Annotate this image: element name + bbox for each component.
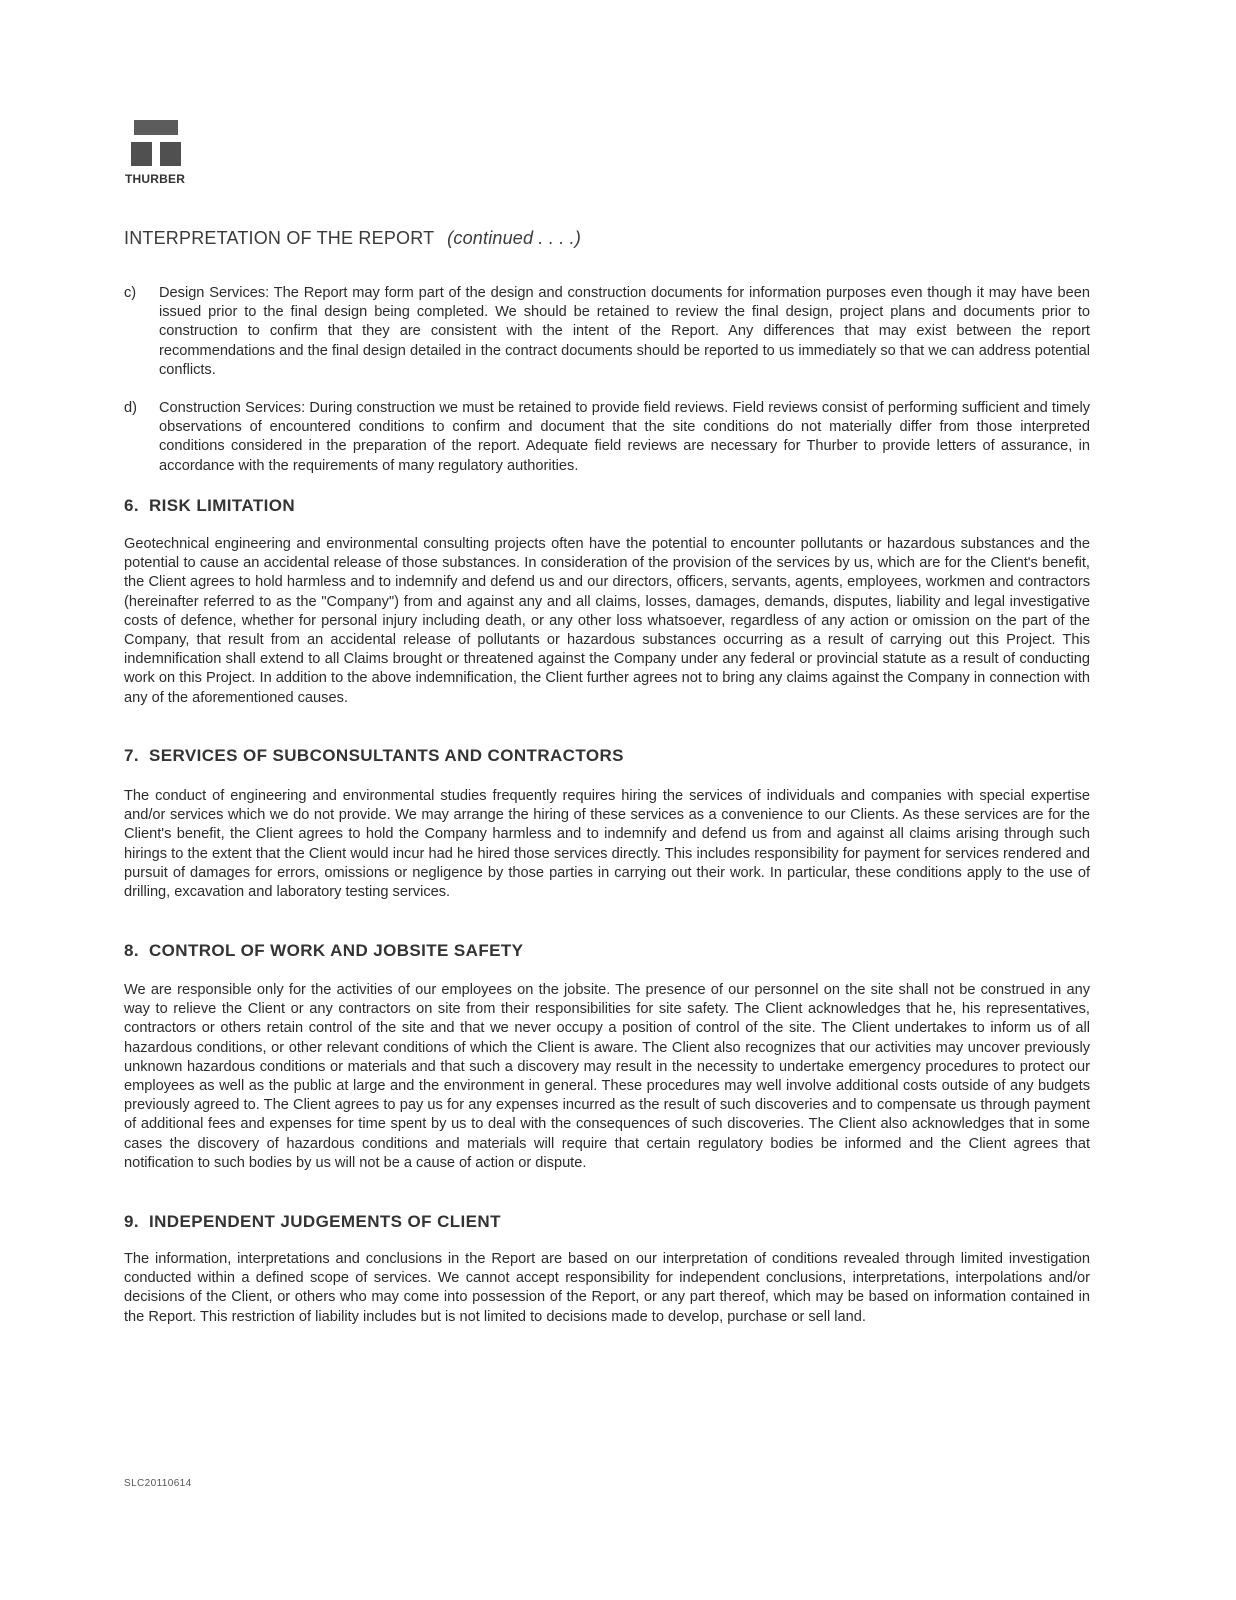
page-title (124, 228, 581, 249)
section-heading-risk-limitation (124, 496, 295, 516)
section-number: 8. (124, 941, 139, 960)
page-title-continued: (continued . . . .) (447, 228, 582, 248)
thurber-logo (126, 116, 188, 188)
section-body-jobsite-safety: We are responsible only for the activities of our employees on the jobsite. The presence of our personnel on the site shall not be construed in any way to relieve the Client or any contractors on site from their responsibilities for site safety. The Client acknowledges that he, his representatives, contractors or others retain control of the site and that we never occupy a position of control of the site. The Client undertakes to inform us of all hazardous conditions, or other relevant conditions of which the Client is aware. The Client also recognizes that our activities may uncover previously unknown hazardous conditions or materials and that such a discovery may result in the necessity to undertake emergency procedures to protect our employees as well as the public at large and the environment in general. These procedures may well involve additional costs outside of any budgets previously agreed to. The Client agrees to pay us for any expenses incurred as the result of such discoveries and to compensate us through payment of additional fees and expenses for time spent by us to deal with the consequences of such discoveries. The Client also acknowledges that in some cases the discovery of hazardous conditions and materials will require that certain regulatory bodies be informed and the Client agrees that notification to such bodies by us will not be a cause of action or dispute. (124, 982, 1090, 1171)
section-title-text: INDEPENDENT JUDGEMENTS OF CLIENT (148, 1212, 501, 1231)
list-item-marker: c) (124, 285, 137, 301)
list-item-text: Construction Services: During construction we must be retained to provide field reviews. Field reviews consist of performing sufficient and timely observations of encountered conditions to confirm and document that the site conditions do not materially differ from those interpreted conditions considered in the preparation of the report. Adequate field reviews are necessary for Thurber to provide letters of assurance, in accordance with the requirements of many regulatory authorities. (159, 400, 1090, 474)
section-heading-jobsite-safety (124, 941, 523, 961)
list-item-text: Design Services: The Report may form part of the design and construction documents for information purposes even though it may have been issued prior to the final design being completed. We should be retained to review the final design, project plans and documents prior to construction to confirm that they are consistent with the intent of the Report. Any differences that may exist between the report recommendations and the final design detailed in the contract documents should be reported to us immediately so that we can address potential conflicts. (159, 285, 1090, 378)
list-item-marker: d) (124, 400, 137, 416)
section-heading-independent-judgements (124, 1212, 501, 1232)
document-code: SLC20110614 (124, 1478, 192, 1489)
section-heading-subconsultants (124, 746, 624, 766)
section-title-text: RISK LIMITATION (148, 496, 296, 515)
section-body-subconsultants: The conduct of engineering and environmental studies frequently requires hiring the services of individuals and companies with special expertise and/or services which we do not provide. We may arrange the hiring of these services as a convenience to our Clients. As these services are for the Client's benefit, the Client agrees to hold the Company harmless and to indemnify and defend us from and against all claims arising through such hirings to the extent that the Client would incur had he hired those services directly. This includes responsibility for payment for services rendered and pursuit of damages for errors, omissions or negligence by those parties in carrying out their work. In particular, these conditions apply to the use of drilling, excavation and laboratory testing services. (124, 788, 1090, 901)
section-number: 6. (124, 496, 139, 515)
section-number: 9. (124, 1212, 139, 1231)
list-item-c (124, 284, 1090, 380)
logo-text: THURBER (125, 172, 186, 186)
thurber-logo-icon (126, 116, 188, 170)
section-body-independent-judgements: The information, interpretations and conclusions in the Report are based on our interpretation of conditions revealed through limited investigation conducted within a defined scope of services. We cannot accept responsibility for independent conclusions, interpretations, interpolations and/or decisions of the Client, or others who may come into possession of the Report, or any part thereof, which may be based on information contained in the Report. This restriction of liability includes but is not limited to decisions made to develop, purchase or sell land. (124, 1251, 1090, 1325)
section-number: 7. (124, 746, 139, 765)
list-item-d (124, 399, 1090, 476)
page-title-text: INTERPRETATION OF THE REPORT (124, 228, 434, 248)
section-title-text: SERVICES OF SUBCONSULTANTS AND CONTRACTORS (148, 746, 624, 765)
section-title-text: CONTROL OF WORK AND JOBSITE SAFETY (148, 941, 524, 960)
section-body-risk-limitation: Geotechnical engineering and environmental consulting projects often have the potential to encounter pollutants or hazardous substances and the potential to cause an accidental release of those substances. In consideration of the provision of the services by us, which are for the Client's benefit, the Client agrees to hold harmless and to indemnify and defend us and our directors, officers, servants, agents, employees, workmen and contractors (hereinafter referred to as the "Company") from and against any and all claims, losses, damages, demands, disputes, liability and legal investigative costs of defence, whether for personal injury including death, or any other loss whatsoever, regardless of any action or omission on the part of the Company, that result from an accidental release of pollutants or hazardous substances occurring as a result of carrying out this Project. This indemnification shall extend to all Claims brought or threatened against the Company under any federal or provincial statute as a result of conducting work on this Project. In addition to the above indemnification, the Client further agrees not to bring any claims against the Company in connection with any of the aforementioned causes. (124, 536, 1090, 706)
